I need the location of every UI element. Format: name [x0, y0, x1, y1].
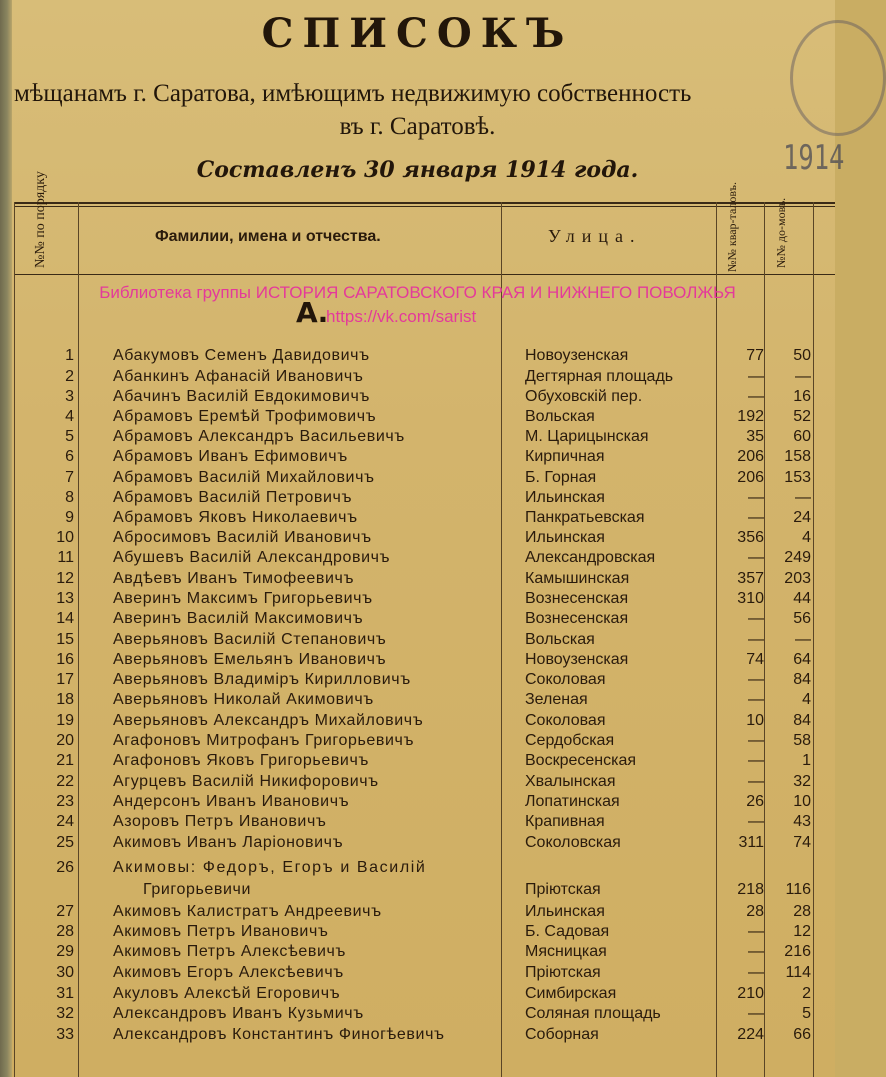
- library-watermark: Библиотека группы ИСТОРИЯ САРАТОВСКОГО КРАЯ И НИЖНЕГО ПОВОЛЖЬЯ: [99, 283, 736, 302]
- owner-name-continuation: Григорьевичи: [143, 881, 252, 898]
- street-name: Зеленая: [525, 691, 588, 708]
- house-number: 203: [784, 570, 811, 587]
- row-number: 24: [56, 813, 74, 830]
- owner-name: Акимовъ Петръ Алексѣевичъ: [113, 943, 347, 960]
- table-row: [0, 985, 835, 1005]
- owner-name: Абрамовъ Иванъ Ефимовичъ: [113, 448, 348, 465]
- owner-name: Александровъ Константинъ Финогѣевичъ: [113, 1026, 445, 1043]
- row-number: 6: [65, 448, 74, 465]
- owner-name: Аверинъ Василiй Максимовичъ: [113, 610, 364, 627]
- street-name: Новоузенская: [525, 651, 629, 668]
- document-subtitle-line2: въ г. Саратовѣ.: [339, 113, 496, 140]
- street-name: Соколовая: [525, 712, 606, 729]
- house-number: 10: [793, 793, 811, 810]
- owner-name: Абанкинъ Афанасiй Ивановичъ: [113, 368, 364, 385]
- table-row: [0, 881, 835, 901]
- house-number: 44: [793, 590, 811, 607]
- house-number: 2: [802, 985, 811, 1002]
- row-number: 25: [56, 834, 74, 851]
- row-number: 27: [56, 903, 74, 920]
- compiled-date: Составленъ 30 января 1914 года.: [196, 157, 639, 183]
- owner-name: Аверьяновъ Василiй Степановичъ: [113, 631, 387, 648]
- quarter-number: 357: [737, 570, 764, 587]
- street-name: Мясницкая: [525, 943, 607, 960]
- owner-name: Акимовъ Калистратъ Андреевичъ: [113, 903, 382, 920]
- owner-name: Абросимовъ Василiй Ивановичъ: [113, 529, 372, 546]
- house-number: 12: [793, 923, 811, 940]
- table-row: [0, 773, 835, 793]
- owner-name: Агафоновъ Яковъ Григорьевичъ: [113, 752, 370, 769]
- street-name: Камышинская: [525, 570, 630, 587]
- owner-name: Агафоновъ Митрофанъ Григорьевичъ: [113, 732, 415, 749]
- quarter-number: —: [748, 964, 764, 981]
- table-row: [0, 1026, 835, 1046]
- row-number: 5: [65, 428, 74, 445]
- row-number: 11: [57, 549, 74, 566]
- house-number: 4: [802, 691, 811, 708]
- row-number: 30: [56, 964, 74, 981]
- row-number: 10: [56, 529, 74, 546]
- quarter-number: —: [748, 388, 764, 405]
- owner-name: Акимовъ Иванъ Ларiоновичъ: [113, 834, 344, 851]
- owner-name: Агурцевъ Василiй Никифоровичъ: [113, 773, 379, 790]
- owner-name: Абрамовъ Василiй Михайловичъ: [113, 469, 375, 486]
- street-name: Обуховскiй пер.: [525, 388, 643, 405]
- quarter-number: 218: [737, 881, 764, 898]
- row-number: 1: [65, 347, 74, 364]
- street-name: Соколовая: [525, 671, 606, 688]
- table-row: [0, 691, 835, 711]
- table-row: [0, 631, 835, 651]
- row-number: 22: [56, 773, 74, 790]
- quarter-number: —: [748, 923, 764, 940]
- house-number: 84: [793, 712, 811, 729]
- header-quarter: №№ квар-таловъ.: [725, 182, 739, 272]
- row-number: 12: [56, 570, 74, 587]
- owner-name: Абачинъ Василiй Евдокимовичъ: [113, 388, 370, 405]
- table-row: [0, 469, 835, 489]
- row-number: 33: [56, 1026, 74, 1043]
- house-number: 5: [802, 1005, 811, 1022]
- street-name: Симбирская: [525, 985, 617, 1002]
- table-row: [0, 509, 835, 529]
- quarter-number: —: [748, 549, 764, 566]
- house-number: —: [795, 489, 811, 506]
- owner-name: Авдѣевъ Иванъ Тимофеевичъ: [113, 570, 355, 587]
- quarter-number: —: [748, 489, 764, 506]
- table-row: [0, 752, 835, 772]
- row-number: 32: [56, 1005, 74, 1022]
- house-number: 66: [793, 1026, 811, 1043]
- house-number: 114: [785, 964, 811, 981]
- house-number: —: [795, 368, 811, 385]
- quarter-number: 356: [737, 529, 764, 546]
- house-number: 64: [793, 651, 811, 668]
- table-row: [0, 529, 835, 549]
- house-number: 16: [793, 388, 811, 405]
- house-number: 158: [784, 448, 811, 465]
- table-row: [0, 408, 835, 428]
- row-number: 23: [56, 793, 74, 810]
- quarter-number: 310: [737, 590, 764, 607]
- house-number: —: [795, 631, 811, 648]
- quarter-number: 28: [746, 903, 764, 920]
- header-bottom-rule: [14, 274, 835, 275]
- house-number: 74: [793, 834, 811, 851]
- quarter-number: —: [748, 691, 764, 708]
- house-number: 32: [793, 773, 811, 790]
- owner-name: Абрамовъ Василiй Петровичъ: [113, 489, 353, 506]
- table-row: [0, 651, 835, 671]
- house-number: 24: [793, 509, 811, 526]
- owner-name: Андерсонъ Иванъ Ивановичъ: [113, 793, 350, 810]
- quarter-number: 77: [746, 347, 764, 364]
- quarter-number: —: [748, 631, 764, 648]
- table-row: [0, 610, 835, 630]
- quarter-number: 206: [737, 469, 764, 486]
- house-number: 52: [793, 408, 811, 425]
- street-name: Ильинская: [525, 903, 605, 920]
- street-name: Сердобская: [525, 732, 615, 749]
- owner-name: Абрамовъ Яковъ Николаевичъ: [113, 509, 358, 526]
- quarter-number: —: [748, 368, 764, 385]
- quarter-number: 192: [737, 408, 764, 425]
- owner-name: Акимовъ Петръ Ивановичъ: [113, 923, 329, 940]
- header-house: №№ до-мовъ.: [774, 197, 788, 268]
- row-number: 20: [56, 732, 74, 749]
- quarter-number: 74: [746, 651, 764, 668]
- row-number: 14: [56, 610, 74, 627]
- house-number: 249: [784, 549, 811, 566]
- owner-name: Аверьяновъ Александръ Михайловичъ: [113, 712, 424, 729]
- row-number: 15: [56, 631, 74, 648]
- house-number: 58: [793, 732, 811, 749]
- street-name: Соколовская: [525, 834, 621, 851]
- quarter-number: 10: [746, 712, 764, 729]
- street-name: Панкратьевская: [525, 509, 645, 526]
- table-row: [0, 671, 835, 691]
- quarter-number: 210: [737, 985, 764, 1002]
- quarter-number: —: [748, 610, 764, 627]
- table-row: [0, 793, 835, 813]
- table-row: [0, 388, 835, 408]
- row-number: 29: [56, 943, 74, 960]
- street-name: Вольская: [525, 408, 595, 425]
- quarter-number: —: [748, 773, 764, 790]
- street-name: М. Царицынская: [525, 428, 649, 445]
- quarter-number: —: [748, 732, 764, 749]
- quarter-number: —: [748, 752, 764, 769]
- house-number: 60: [793, 428, 811, 445]
- house-number: 56: [793, 610, 811, 627]
- owner-name: Акимовы: Федоръ, Егоръ и Василiй: [113, 859, 427, 876]
- table-row: [0, 549, 835, 569]
- row-number: 21: [56, 752, 74, 769]
- quarter-number: —: [748, 943, 764, 960]
- document-subtitle: мѣщанамъ г. Саратова, имѣющимъ недвижимую собственность: [14, 80, 692, 107]
- row-number: 7: [65, 469, 74, 486]
- row-number: 13: [56, 590, 74, 607]
- row-number: 4: [65, 408, 74, 425]
- street-name: Вознесенская: [525, 610, 629, 627]
- row-number: 19: [56, 712, 74, 729]
- street-name: Новоузенская: [525, 347, 629, 364]
- row-number: 18: [56, 691, 74, 708]
- owner-name: Аверьяновъ Владимiръ Кирилловичъ: [113, 671, 411, 688]
- street-name: Дегтярная площадь: [525, 368, 674, 385]
- owner-name: Акуловъ Алексѣй Егоровичъ: [113, 985, 341, 1002]
- table-row: [0, 570, 835, 590]
- vk-link[interactable]: https://vk.com/sarist: [326, 307, 477, 326]
- table-row: [0, 590, 835, 610]
- house-number: 116: [785, 881, 811, 898]
- house-number: 50: [793, 347, 811, 364]
- row-number: 26: [56, 859, 74, 876]
- table-row: [0, 834, 835, 854]
- header-street: Улица.: [548, 226, 642, 246]
- street-name: Лопатинская: [525, 793, 620, 810]
- street-name: Хвалынская: [525, 773, 616, 790]
- street-name: Александровская: [525, 549, 656, 566]
- street-name: Ильинская: [525, 489, 605, 506]
- street-name: Б. Горная: [525, 469, 597, 486]
- table-row: [0, 347, 835, 367]
- quarter-number: —: [748, 509, 764, 526]
- row-number: 28: [56, 923, 74, 940]
- street-name: Соборная: [525, 1026, 599, 1043]
- house-number: 153: [784, 469, 811, 486]
- owner-name: Абакумовъ Семенъ Давидовичъ: [113, 347, 370, 364]
- street-name: Кирпичная: [525, 448, 605, 465]
- street-name: Прiютская: [525, 964, 601, 981]
- table-row: [0, 712, 835, 732]
- street-name: Воскресенская: [525, 752, 637, 769]
- header-num: №№ по порядку: [33, 171, 48, 268]
- street-name: Ильинская: [525, 529, 605, 546]
- owner-name: Александровъ Иванъ Кузьмичъ: [113, 1005, 364, 1022]
- house-number: 84: [793, 671, 811, 688]
- street-name: Вознесенская: [525, 590, 629, 607]
- owner-name: Абушевъ Василiй Александровичъ: [113, 549, 391, 566]
- quarter-number: —: [748, 1005, 764, 1022]
- table-row: [0, 943, 835, 963]
- row-number: 9: [65, 509, 74, 526]
- house-number: 216: [784, 943, 811, 960]
- street-name: Б. Садовая: [525, 923, 610, 940]
- owner-name: Абрамовъ Александръ Васильевичъ: [113, 428, 405, 445]
- table-row: [0, 428, 835, 448]
- street-name: Крапивная: [525, 813, 605, 830]
- street-name: Соляная площадь: [525, 1005, 661, 1022]
- stamp-year: 1914: [783, 138, 845, 178]
- table-row-upper: [0, 859, 835, 879]
- quarter-number: —: [748, 813, 764, 830]
- table-row: [0, 964, 835, 984]
- row-number: 2: [65, 368, 74, 385]
- table-row: [0, 368, 835, 388]
- quarter-number: 206: [737, 448, 764, 465]
- table-top-rule: [14, 202, 835, 204]
- table-row: [0, 903, 835, 923]
- owner-name: Абрамовъ Еремѣй Трофимовичъ: [113, 408, 377, 425]
- quarter-number: 224: [737, 1026, 764, 1043]
- quarter-number: 26: [746, 793, 764, 810]
- table-row: [0, 813, 835, 833]
- house-number: 28: [793, 903, 811, 920]
- owner-name: Аверинъ Максимъ Григорьевичъ: [113, 590, 373, 607]
- house-number: 1: [802, 752, 811, 769]
- table-row: [0, 1005, 835, 1025]
- table-row: [0, 732, 835, 752]
- owner-name: Азоровъ Петръ Ивановичъ: [113, 813, 327, 830]
- table-row: [0, 448, 835, 468]
- row-number: 17: [56, 671, 74, 688]
- header-name: Фамилии, имена и отчества.: [155, 228, 381, 245]
- table-row: [0, 923, 835, 943]
- quarter-number: 35: [746, 428, 764, 445]
- quarter-number: 311: [738, 834, 764, 851]
- street-name: Вольская: [525, 631, 595, 648]
- table-row: [0, 489, 835, 509]
- table-top-rule-inner: [14, 206, 835, 207]
- owner-name: Акимовъ Егоръ Алексѣевичъ: [113, 964, 344, 981]
- row-number: 8: [65, 489, 74, 506]
- row-number: 16: [56, 651, 74, 668]
- owner-name: Аверьяновъ Емельянъ Ивановичъ: [113, 651, 387, 668]
- row-number: 31: [56, 985, 74, 1002]
- owner-name: Аверьяновъ Николай Акимовичъ: [113, 691, 374, 708]
- house-number: 4: [802, 529, 811, 546]
- house-number: 43: [793, 813, 811, 830]
- street-name: Прiютская: [525, 881, 601, 898]
- document-title: СПИСОКЪ: [261, 10, 574, 57]
- quarter-number: —: [748, 671, 764, 688]
- section-letter: А.: [296, 296, 329, 329]
- row-number: 3: [65, 388, 74, 405]
